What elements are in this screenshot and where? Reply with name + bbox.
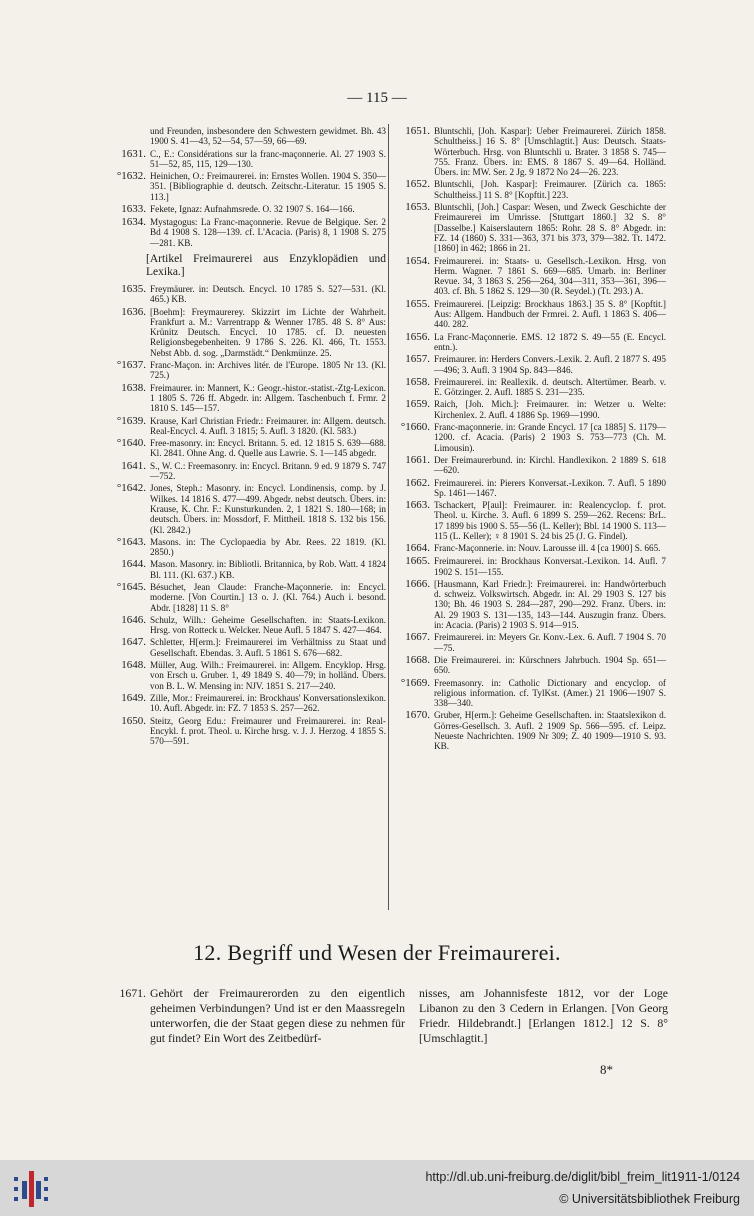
page-number: — 115 — xyxy=(347,90,407,106)
entry-number: 1652. xyxy=(405,178,430,191)
bibliography-entry xyxy=(108,660,386,691)
entry-text: Freimaurer. in: Herders Convers.-Lexik. 2. Aufl. 2 1877 S. 495—496; 3. Aufl. 3 1904 Sp. 843—846. xyxy=(434,354,666,375)
entry-number: °1637. xyxy=(116,359,146,372)
entry-text: Jones, Steph.: Masonry. in: Encycl. Londinensis, comp. by J. Wilkes. 14 1816 S. 477—499. Abgedr. nebst deutsch. Übers. in: Krause, K. Chr. F.: Kunsturkunden. 2, 1 1821 S. 180—168; in deutsch. Übers. in: Mossdorf, F. Mittheil. 1818 S. 132 bis 156. (Kl. 2842.) xyxy=(150,483,386,535)
bibliography-entry xyxy=(108,383,386,414)
university-logo-icon xyxy=(14,1169,48,1209)
entry-text: Freimaurerei. in: Brockhaus Konversat.-Lexikon. 14. Aufl. 7 1902 S. 151—155. xyxy=(434,556,666,577)
entry-text: Freymäurer. in: Deutsch. Encycl. 10 1785 S. 527—531. (Kl. 465.) KB. xyxy=(150,283,386,305)
entry-number: °1660. xyxy=(400,421,430,434)
section-title: 12. Begriff und Wesen der Freimaurerei. xyxy=(193,940,561,965)
entry-number: 1648. xyxy=(121,659,146,672)
entry-text: Tschackert, P[aul]: Freimaurer. in: Realencyclop. f. prot. Theol. u. Kirche. 3. Aufl. 6 1899 S. 259—262. Recens: BrL. 17 1899 bis 1900 S. 55—56 (L. Keller); Bbl. 14 1900 S. 113—115 (L. Keller); ♀ 8 1901 S. 24 bis 25 (J. G. Findel). xyxy=(434,500,666,541)
viewer-footer xyxy=(0,1160,754,1216)
bibliography-entry xyxy=(108,360,386,381)
bibliography-entry xyxy=(392,710,666,751)
bibliography-entry xyxy=(392,332,666,353)
bibliography-entry xyxy=(392,632,666,653)
entry-text: Freimaurerei. in: Staats- u. Gesellsch.-Lexikon. Hrsg. von Herm. Wagner. 7 1861 S. 669—685. Umarb. in: Berliner Revue. 34, 3 1863 S. 256—264, 304—311, 353—361, 396—403. cf. Bh. 5 1862 S. 129—30 (R. Seydel.) (Tt. 293.) A. xyxy=(434,255,666,297)
entry-text-part-2: nisses, am Johannisfeste 1812, vor der Loge Libanon zu den 3 Cedern in Erlangen. [Von Georg Friedr. Hildebrandt.] [Erlangen 1812.] 12 S. 8° [Umschlagtit.] xyxy=(418,986,668,1045)
bibliography-entry xyxy=(108,615,386,636)
entry-number: 1661. xyxy=(405,453,430,466)
bibliography-entry xyxy=(392,354,666,375)
entry-number: 1653. xyxy=(405,201,430,214)
entry-text: Freimaurerei. in: Pierers Konversat.-Lexikon. 7. Aufl. 5 1890 Sp. 1461—1467. xyxy=(434,477,666,498)
entry-number: 1633. xyxy=(121,203,146,216)
entry-number: 1646. xyxy=(121,613,146,626)
entry-text: C., E.: Considérations sur la franc-maçonnerie. Al. 27 1903 S. 51—52, 85, 115, 129—130. xyxy=(150,148,386,169)
library-credit: © Universitätsbibliothek Freiburg xyxy=(559,1192,740,1206)
entry-number: °1643. xyxy=(116,535,146,548)
bibliography-entry xyxy=(108,217,386,248)
entry-text: [Boehm]: Freymaurerey. Skizzirt im Lichte der Wahrheit. Frankfurt a. M.: Varrentrapp & Wenner 1785. 48 S. 8° Aus: Krünitz Deutsch. Encycl. 10 1785. cf. D. neuesten Religionsbegebenheiten. 9 1786 S. 226. Kl. 466, Tt. 1553. Nebst Abb. d. sog. „Darmstädt.“ Denkmünze. 25. xyxy=(150,306,386,358)
entry-text: Krause, Karl Christian Friedr.: Freimaurer. in: Allgem. deutsch. Real-Encycl. 4. Aufl. 3 1815; 5. Aufl. 3 1820. (Kl. 583.) xyxy=(150,415,386,436)
entry-text: Schulz, Wilh.: Geheime Gesellschaften. in: Staats-Lexikon. Hrsg. von Rotteck u. Welcker. Neue Aufl. 5 1847 S. 427—464. xyxy=(150,614,386,636)
entry-text: Zille, Mor.: Freimaurerei. in: Brockhaus' Konversationslexikon. 10. Aufl. Abgedr. in: FZ. 7 1853 S. 257—262. xyxy=(150,692,386,714)
bibliography-entry xyxy=(108,693,386,714)
entry-text: Freimaurer. in: Mannert, K.: Geogr.-histor.-statist.-Ztg-Lexicon. 1 1805 S. 726 ff. Abgedr. in: Allgem. Taschenbuch f. Frmr. 2 1810 S. 145—157. xyxy=(150,382,386,414)
entry-text: Bésuchet, Jean Claude: Franche-Maçonnerie. in: Encycl. moderne. [Von Courtin.] 13 o. J. (Kl. 764.) Auch i. besond. Abdr. [1828] 11 S. 8° xyxy=(150,581,386,613)
bibliography-entry xyxy=(108,582,386,613)
entry-number: 1647. xyxy=(121,636,146,649)
entry-number: 1650. xyxy=(121,714,146,727)
bibliography-entry xyxy=(108,149,386,170)
entry-text: Freemasonry. in: Catholic Dictionary and encyclop. of religious information. cf. TylKst. (Amer.) 21 1906—1907 S. 338—340. xyxy=(434,677,666,709)
subsection-heading: [Artikel Freimaurerei aus Enzyklopädien und Lexika.] xyxy=(146,252,386,278)
entry-text: Gruber, H[erm.]: Geheime Gesellschaften. in: Staatslexikon d. Görres-Gesellsch. 3. Aufl. 2 1909 Sp. 566—595. cf. Leipz. Neueste Nachrichten. 1909 Nr 309; Z. 40 1909—1910 S. 93. KB. xyxy=(434,710,666,752)
entry-number: 1655. xyxy=(405,297,430,310)
column-divider xyxy=(388,124,389,910)
entry-text-part-1: Gehört der Freimaurerorden zu den eigentlich geheimen Verbindungen? Und ist er den Maassregeln unterworfen, die der Staat gegen diese zu nehmen für gut findet? Ein Wort des Zeitbedürf- xyxy=(150,986,405,1045)
bibliography-entry xyxy=(392,500,666,541)
entry-number: 1651. xyxy=(405,125,430,137)
entry-text: [Hausmann, Karl Friedr.]: Freimaurerei. in: Handwörterbuch d. schweiz. Volkswirtsch. Abgedr. in: Al. 29 1903 S. 127 bis 130; Bh. 46 1903 S. 284—287, 290—292. Franz. Übers. in: Al. 29 1903 S. 131—135, 143—144. Auszugin franz. Übers. in: Acacia. (Paris) 2 1903 S. 914—915. xyxy=(434,578,666,631)
entry-text: Die Freimaurerei. in: Kürschners Jahrbuch. 1904 Sp. 651—650. xyxy=(434,654,666,676)
entry-number: 1671. xyxy=(119,986,146,1000)
entry-number: 1635. xyxy=(121,282,146,295)
entry-number: 1657. xyxy=(405,353,430,366)
bibliography-entry xyxy=(392,126,666,177)
bibliography-entry xyxy=(108,716,386,747)
entry-number xyxy=(108,126,150,147)
entry-number: °1642. xyxy=(116,482,146,495)
entry-number: 1658. xyxy=(405,375,430,388)
bibliography-entry xyxy=(108,559,386,580)
entry-text: Heinichen, O.: Freimaurerei. in: Ernstes Wollen. 1904 S. 350—351. [Bibliographie d. deutsch. Zeitschr.-Literatur. 15 1905 S. 113.] xyxy=(150,171,386,202)
entry-text: Freimaurerei. in: Meyers Gr. Konv.-Lex. 6. Aufl. 7 1904 S. 70—75. xyxy=(434,632,666,653)
bibliography-entry xyxy=(392,179,666,200)
entry-number: 1656. xyxy=(405,330,430,343)
bibliography-entry xyxy=(392,256,666,297)
bibliography-entry xyxy=(108,637,386,658)
bibliography-entry xyxy=(392,478,666,499)
entry-number: 1644. xyxy=(121,558,146,571)
entry-number: 1659. xyxy=(405,398,430,411)
bibliography-entry xyxy=(392,202,666,253)
bibliography-entry xyxy=(108,483,386,534)
bibliography-entry xyxy=(392,556,666,577)
bibliography-entry xyxy=(108,416,386,437)
entry-number: 1649. xyxy=(121,691,146,704)
entry-number: 1668. xyxy=(405,653,430,666)
bibliography-entry xyxy=(108,438,386,459)
entry-text: und Freunden, insbesondere den Schwestern gewidmet. Bh. 43 1900 S. 41—43, 52—54, 57—59, 66—69. xyxy=(150,126,386,147)
bibliography-entry xyxy=(392,399,666,420)
entry-text: La Franc-Maçonnerie. EMS. 12 1872 S. 49—55 (E. Encycl. entn.). xyxy=(434,331,666,352)
entry-text: Freimaurerei. in: Reallexik. d. deutsch. Altertümer. Bearb. v. E. Götzinger. 2. Aufl. 1885 S. 231—235. xyxy=(434,376,666,398)
bibliography-entry xyxy=(108,537,386,558)
bibliography-entry xyxy=(392,543,666,554)
entry-text: Bluntschli, [Joh. Kaspar]: Freimaurer. [Zürich ca. 1865: Schultheiss.] 11 S. 8° [Kopftit.] 223. xyxy=(434,179,666,200)
entry-text: Bluntschli, [Joh. Kaspar]: Ueber Freimaurerei. Zürich 1858. Schultheiss.] 16 S. 8° [Umschlagtit.] Aus: Deutsch. Staats-Wörterbuch. Hrsg. von Bluntschli u. Brater. 3 1858 S. 745—755. Franz. Übers. in: EMS. 8 1867 S. 49—64. Holländ. Übers. in: MW. Ser. 2 Jg. 9 1872 No 24—26. 223. xyxy=(434,126,666,178)
entry-number: 1663. xyxy=(405,499,430,512)
entry-text: Franc-Maçon. in: Archives litér. de l'Europe. 1805 Nr 13. (Kl. 725.) xyxy=(150,360,386,381)
bibliography-entry xyxy=(108,204,386,215)
bibliography-entry xyxy=(392,422,666,453)
entry-number: °1632. xyxy=(116,170,146,183)
entry-text: Müller, Aug. Wilh.: Freimaurerei. in: Allgem. Encyklop. Hrsg. von Ersch u. Gruber. 1, 49 1849 S. 40—79; in holländ. Übers. von B. L. W. Mensing in: NJV. 1851 S. 217—240. xyxy=(150,660,386,691)
bibliography-entry xyxy=(392,678,666,709)
permalink-url[interactable]: http://dl.ub.uni-freiburg.de/diglit/bibl_freim_lit1911-1/0124 xyxy=(425,1170,740,1184)
right-column xyxy=(392,126,666,754)
bibliography-entry xyxy=(108,126,386,147)
bibliography-entry xyxy=(392,299,666,330)
signature-mark: 8* xyxy=(600,1062,613,1077)
entry-text: Raich, [Joh. Mich.]: Freimaurer. in: Wetzer u. Welte: Kirchenlex. 2. Aufl. 4 1886 Sp. 1969—1990. xyxy=(434,399,666,420)
entry-number: 1667. xyxy=(405,631,430,644)
bibliography-entry xyxy=(108,171,386,202)
left-column xyxy=(108,126,386,748)
bibliography-entry xyxy=(108,461,386,482)
final-entry xyxy=(108,986,668,1046)
entry-number: °1669. xyxy=(400,676,430,689)
entry-number: °1639. xyxy=(116,414,146,427)
entry-text: Freimaurerei. [Leipzig: Brockhaus 1863.] 35 S. 8° [Kopftit.] Aus: Allgem. Handbuch der Frmrei. 2. Aufl. 1 1863 S. 406—440. 282. xyxy=(434,298,666,330)
entry-number: 1670. xyxy=(405,709,430,722)
bibliography-entry xyxy=(392,377,666,398)
bibliography-entry xyxy=(108,307,386,358)
entry-text: Franc-maçonnerie. in: Grande Encycl. 17 [ca 1885] S. 1179—1200. cf. Acacia. (Paris) 2 1903 S. 753—773 (Ch. M. Limousin). xyxy=(434,422,666,453)
entry-text: Fekete, Ignaz: Aufnahmsrede. O. 32 1907 S. 164—166. xyxy=(150,204,355,215)
entry-text: Masons. in: The Cyclopaedia by Abr. Rees. 22 1819. (Kl. 2850.) xyxy=(150,536,386,558)
entry-text: Mystagogus: La Franc-maçonnerie. Revue de Belgique. Ser. 2 Bd 4 1908 S. 128—139. cf. L'Acacia. (Paris) 8, 1 1908 S. 275—281. KB. xyxy=(150,217,386,248)
entry-number: 1641. xyxy=(121,459,146,472)
entry-text: Franc-Maçonnerie. in: Nouv. Larousse ill. 4 [ca 1900] S. 665. xyxy=(434,543,661,554)
entry-number: 1654. xyxy=(405,254,430,267)
entry-number: 1634. xyxy=(121,216,146,229)
bibliography-entry xyxy=(392,655,666,676)
entry-number: 1636. xyxy=(121,305,146,318)
entry-number: 1665. xyxy=(405,555,430,568)
bibliography-entry xyxy=(392,579,666,630)
entry-number: 1638. xyxy=(121,381,146,394)
entry-text: Bluntschli, [Joh.] Caspar: Wesen, und Zweck Geschichte der Freimaurerei im Umrisse. [Stuttgart 1860.] 32 S. 8° [Dasselbe.] Kaiserslautern 1865: Rohr. 28 S. 8° Abgedr. in: FZ. 14 (1860) S. 331—363, 371 bis 373, 379—382. Tt. 1472. [1860] in 462; 1866 in 21. xyxy=(434,202,666,254)
entry-number: 1666. xyxy=(405,577,430,590)
entry-text: Steitz, Georg Edu.: Freimaurer und Freimaurerei. in: Real-Encykl. f. prot. Theol. u. Kirche hrsg. v. J. J. Herzog. 4 1855 S. 570—591. xyxy=(150,715,386,747)
entry-number: °1640. xyxy=(116,437,146,450)
entry-text: Free-masonry. in: Encycl. Britann. 5. ed. 12 1815 S. 639—688. Kl. 2841. Ohne Ang. d. Quelle aus Lawrie. S. 1—145 abgedr. xyxy=(150,438,386,459)
entry-text: Der Freimaurerbund. in: Kirchl. Handlexikon. 2 1889 S. 618—620. xyxy=(434,454,666,476)
entry-text: Mason. Masonry. in: Bibliotli. Britannica, by Rob. Watt. 4 1824 Bl. 111. (Kl. 637.) KB. xyxy=(150,559,386,580)
entry-number: 1664. xyxy=(405,542,430,555)
entry-number: 1662. xyxy=(405,476,430,489)
bibliography-entry xyxy=(108,284,386,305)
entry-text: Schletter, H[erm.]: Freimaurerei im Verhältniss zu Staat und Gesellschaft. Ebendas. 3. Aufl. 5 1861 S. 676—682. xyxy=(150,637,386,658)
entry-number: °1645. xyxy=(116,580,146,593)
entry-number: 1631. xyxy=(121,147,146,160)
bibliography-entry xyxy=(392,455,666,476)
entry-text: S., W. C.: Freemasonry. in: Encycl. Britann. 9 ed. 9 1879 S. 747—752. xyxy=(150,460,386,482)
